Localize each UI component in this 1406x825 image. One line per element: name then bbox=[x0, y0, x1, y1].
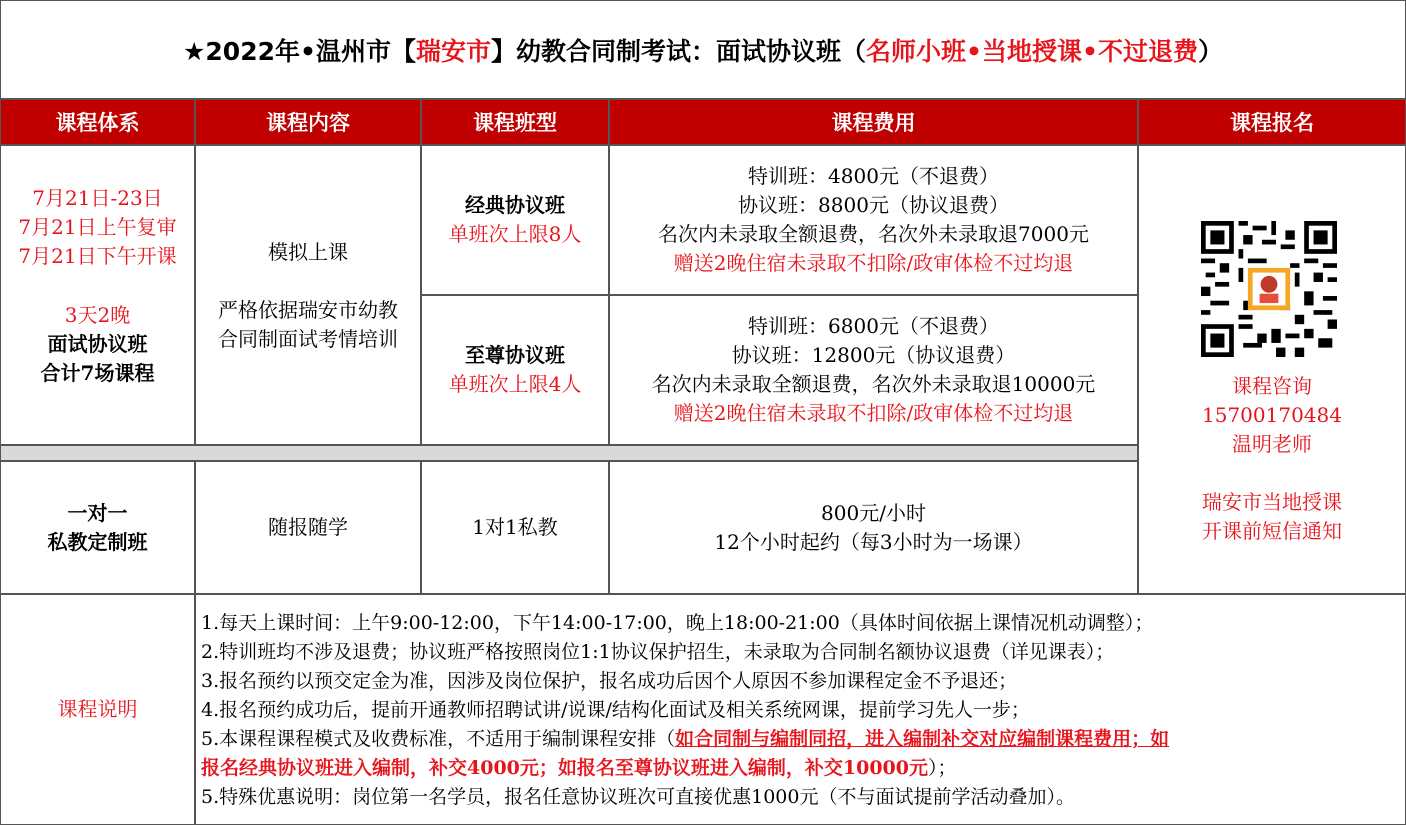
fee-line: 协议班：12800元（协议退费） bbox=[731, 343, 1016, 367]
fee-line: 名次内未录取全额退费，名次外未录取退10000元 bbox=[651, 372, 1096, 396]
note-5-suffix: ）； bbox=[927, 757, 957, 779]
content-line2a: 严格依据瑞安市幼教 bbox=[218, 298, 398, 322]
schedule-class-name: 面试协议班 bbox=[47, 332, 148, 356]
note-item: 1.每天上课时间：上午9:00-12:00，下午14:00-17:00，晚上18:00-21:00（具体时间依据上课情况机动调整）； bbox=[201, 612, 1154, 634]
private-system-cell bbox=[0, 461, 195, 594]
private-content-cell bbox=[195, 461, 421, 594]
notes-cell bbox=[195, 594, 1406, 825]
note-item-5-cont bbox=[201, 754, 1405, 783]
qr-code-icon[interactable] bbox=[1201, 221, 1337, 357]
content-line2b: 合同制面试考情培训 bbox=[218, 327, 398, 351]
fees-classic bbox=[609, 145, 1138, 295]
fee-line: 特训班：6800元（不退费） bbox=[748, 314, 999, 338]
note-item: 4.报名预约成功后，提前开通教师招聘试讲/说课/结构化面试及相关系统网课，提前学习先人一步； bbox=[201, 699, 1030, 721]
header-signup: 课程报名 bbox=[1138, 99, 1406, 145]
page-title bbox=[0, 0, 1406, 99]
header-class-type: 课程班型 bbox=[421, 99, 609, 145]
note-5-red-1: 如合同制与编制同招，进入编制补交对应编制课程费用；如 bbox=[675, 728, 1170, 750]
private-fee-line: 12个小时起约（每3小时为一场课） bbox=[714, 529, 1033, 554]
note-item: 2.特训班均不涉及退费；协议班严格按照岗位1:1协议保护招生，未录取为合同制名额协议退费（详见课表）； bbox=[201, 641, 1115, 663]
fee-line: 特训班：4800元（不退费） bbox=[748, 164, 999, 188]
header-content: 课程内容 bbox=[195, 99, 421, 145]
title-highlight: 名师小班•当地授课•不过退费 bbox=[866, 36, 1198, 66]
title-prefix: ★2022年•温州市【 bbox=[183, 36, 416, 66]
class-limit: 单班次上限8人 bbox=[448, 222, 582, 246]
title-suffix: ） bbox=[1197, 36, 1223, 66]
private-content: 随报随学 bbox=[268, 515, 348, 539]
note-5-red-2: 报名经典协议班进入编制，补交4000元；如报名至尊协议班进入编制，补交10000元 bbox=[201, 757, 928, 779]
private-type-cell bbox=[421, 461, 609, 594]
note-item: 3.报名预约以预交定金为准，因涉及岗位保护，报名成功后因个人原因不参加课程定金不予退还； bbox=[201, 670, 1018, 692]
title-city: 瑞安市 bbox=[415, 36, 491, 66]
title-middle: 】幼教合同制考试：面试协议班（ bbox=[491, 36, 867, 66]
class-limit: 单班次上限4人 bbox=[448, 372, 582, 396]
class-name: 经典协议班 bbox=[465, 193, 565, 217]
fee-line: 协议班：8800元（协议退费） bbox=[738, 193, 1009, 217]
private-system-line: 一对一 bbox=[67, 500, 128, 525]
note-item: 5.特殊优惠说明：岗位第一名学员，报名任意协议班次可直接优惠1000元（不与面试提前学活动叠加）。 bbox=[201, 786, 1075, 808]
fee-bonus: 赠送2晚住宿未录取不扣除/政审体检不过均退 bbox=[673, 401, 1074, 425]
notes-label: 课程说明 bbox=[57, 697, 138, 721]
note-5-prefix: 5.本课程课程模式及收费标准，不适用于编制课程安排（ bbox=[201, 728, 676, 750]
private-type: 1对1私教 bbox=[472, 515, 558, 539]
schedule-cell bbox=[0, 145, 195, 445]
schedule-start: 7月21日下午开课 bbox=[18, 244, 177, 268]
private-fee-cell bbox=[609, 461, 1138, 594]
schedule-review: 7月21日上午复审 bbox=[18, 215, 177, 239]
consult-phone[interactable]: 15700170484 bbox=[1202, 403, 1342, 427]
schedule-duration: 3天2晚 bbox=[64, 303, 131, 327]
notice-line: 瑞安市当地授课 bbox=[1202, 490, 1342, 514]
class-type-classic bbox=[421, 145, 609, 295]
notes-label-cell bbox=[0, 594, 195, 825]
signup-cell bbox=[1138, 145, 1406, 594]
header-system: 课程体系 bbox=[0, 99, 195, 145]
fees-premium bbox=[609, 295, 1138, 445]
content-line1: 模拟上课 bbox=[268, 240, 348, 264]
header-fees: 课程费用 bbox=[609, 99, 1138, 145]
private-fee-line: 800元/小时 bbox=[821, 500, 926, 525]
fee-bonus: 赠送2晚住宿未录取不扣除/政审体检不过均退 bbox=[673, 251, 1074, 275]
consult-teacher: 温明老师 bbox=[1232, 432, 1312, 456]
content-cell bbox=[195, 145, 421, 445]
fee-line: 名次内未录取全额退费，名次外未录取退7000元 bbox=[658, 222, 1089, 246]
schedule-dates: 7月21日-23日 bbox=[32, 186, 163, 210]
note-item-5 bbox=[201, 725, 1405, 754]
class-name: 至尊协议班 bbox=[465, 343, 565, 367]
class-type-premium bbox=[421, 295, 609, 445]
separator-band bbox=[0, 445, 1138, 461]
schedule-total: 合计7场课程 bbox=[40, 361, 155, 385]
consult-label: 课程咨询 bbox=[1232, 374, 1312, 398]
private-system-line: 私教定制班 bbox=[47, 529, 148, 554]
notice-line: 开课前短信通知 bbox=[1202, 519, 1342, 543]
